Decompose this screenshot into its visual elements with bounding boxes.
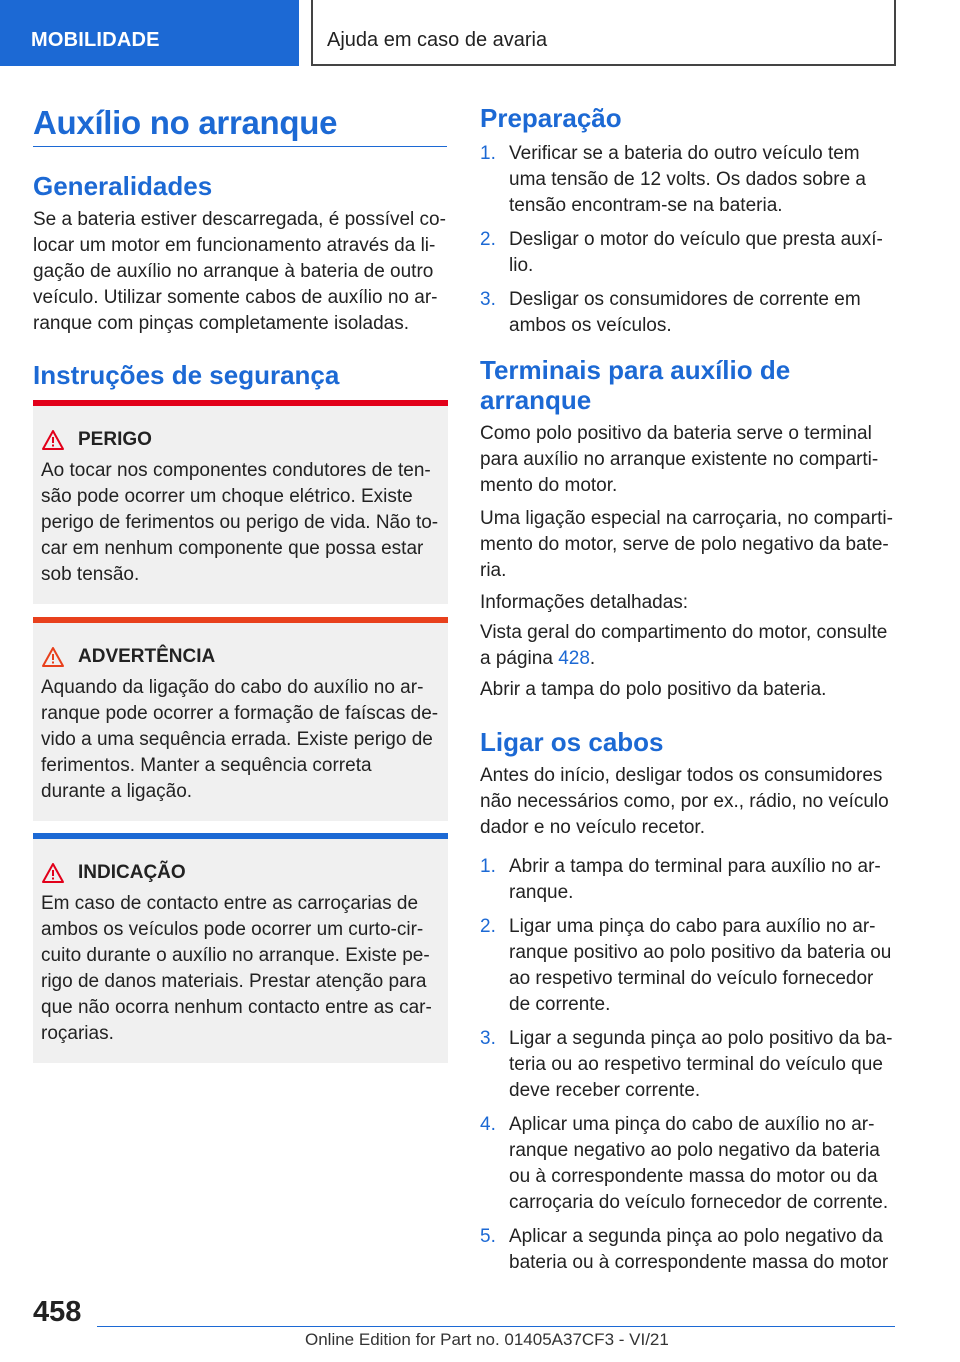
cables-steps — [480, 854, 895, 1276]
list-item: 1. Verificar se a bateria do outro veículo tem uma tensão de 12 volts. Os dados sobre a tensão encontram-se na bateria. — [480, 143, 866, 216]
warning-bar — [33, 833, 448, 839]
warning-bar — [33, 617, 448, 623]
cables-heading: Ligar os cabos — [480, 727, 664, 757]
preparation-heading: Preparação — [480, 103, 622, 133]
warning-triangle-icon — [41, 862, 65, 884]
terminals-heading: Terminais para auxílio de arranque — [480, 355, 791, 415]
general-heading: Generalidades — [33, 171, 213, 201]
warning-triangle-icon — [41, 646, 65, 668]
warning-text: Aquando da ligação do cabo do auxílio no ar-ranque pode ocorrer a formação de faíscas de-vido a uma sequência errada. Existe perigo de ferimentos. Manter a sequência correta durante a ligação. — [41, 677, 439, 802]
terminals-text-2: Uma ligação especial na carroçaria, no comparti-mento do motor, serve de polo negativo da bate-ria. — [480, 508, 893, 581]
list-item: 4. Aplicar uma pinça do cabo de auxílio no ar-ranque negativo ao polo negativo da bateria ou à correspondente massa do motor ou da carroçaria do veículo fornecedor de corrente. — [480, 1114, 889, 1213]
warning-box-notice — [33, 833, 448, 1063]
list-item: 3. Ligar a segunda pinça ao polo positivo da ba-teria ou ao respetivo terminal do veículo que deve receber corrente. — [480, 1028, 893, 1101]
warning-box-caution — [33, 617, 448, 821]
terminals-text-3: Informações detalhadas: — [480, 592, 689, 613]
terminals-text-5: Abrir a tampa do polo positivo da bateria. — [480, 679, 827, 700]
cables-intro: Antes do início, desligar todos os consumidores não necessários como, por ex., rádio, no veículo dador e no veículo recetor. — [480, 765, 889, 838]
safety-heading: Instruções de segurança — [33, 360, 340, 390]
section-header: MOBILIDADE — [0, 0, 299, 66]
terminals-text-4: Vista geral do compartimento do motor, consulte a página 428. — [480, 622, 888, 669]
warning-bar — [33, 400, 448, 406]
warning-label: PERIGO — [78, 429, 152, 450]
preparation-steps — [480, 141, 895, 339]
list-item: 2. Ligar uma pinça do cabo para auxílio no ar-ranque positivo ao polo positivo da bateria ou ao respetivo terminal do veículo fornecedor de corrente. — [480, 916, 892, 1015]
list-item: 1. Abrir a tampa do terminal para auxílio no ar-ranque. — [480, 856, 881, 903]
warning-label: INDICAÇÃO — [78, 862, 186, 883]
page-title: Auxílio no arranque — [33, 104, 338, 141]
page-number: 458 — [33, 1296, 82, 1328]
warning-label: ADVERTÊNCIA — [78, 646, 216, 667]
warning-text: Ao tocar nos componentes condutores de ten-são pode ocorrer um choque elétrico. Existe perigo de ferimentos ou perigo de vida. Não to-car em nenhum componente que possa estar sob tensão. — [41, 460, 439, 585]
title-divider — [33, 146, 447, 147]
warning-triangle-icon — [41, 429, 65, 451]
list-item: 2. Desligar o motor do veículo que presta auxí-lio. — [480, 229, 883, 276]
list-item: 3. Desligar os consumidores de corrente em ambos os veículos. — [480, 289, 861, 336]
chapter-header: Ajuda em caso de avaria — [311, 0, 896, 66]
edition-text: Online Edition for Part no. 01405A37CF3 - VI/21 — [305, 1330, 669, 1349]
warning-box-danger — [33, 400, 448, 604]
general-text: Se a bateria estiver descarregada, é possível co-locar um motor em funcionamento através da li-gação de auxílio no arranque à bateria de outro veículo. Utilizar somente cabos de auxílio no ar-ranque com pinças completamente isoladas. — [33, 209, 446, 334]
terminals-text-1: Como polo positivo da bateria serve o terminal para auxílio no arranque existente no comparti-mento do motor. — [480, 423, 879, 496]
warning-text: Em caso de contacto entre as carroçarias de ambos os veículos pode ocorrer um curto-cir-cuito durante o auxílio no arranque. Existe pe-rigo de danos materiais. Prestar atenção para que não ocorra nenhum contacto entre as car-roçarias. — [41, 893, 432, 1044]
footer-divider — [97, 1326, 895, 1327]
page-reference-link[interactable]: 428 — [558, 648, 590, 669]
list-item: 5. Aplicar a segunda pinça ao polo negativo da bateria ou à correspondente massa do motor — [480, 1226, 889, 1273]
